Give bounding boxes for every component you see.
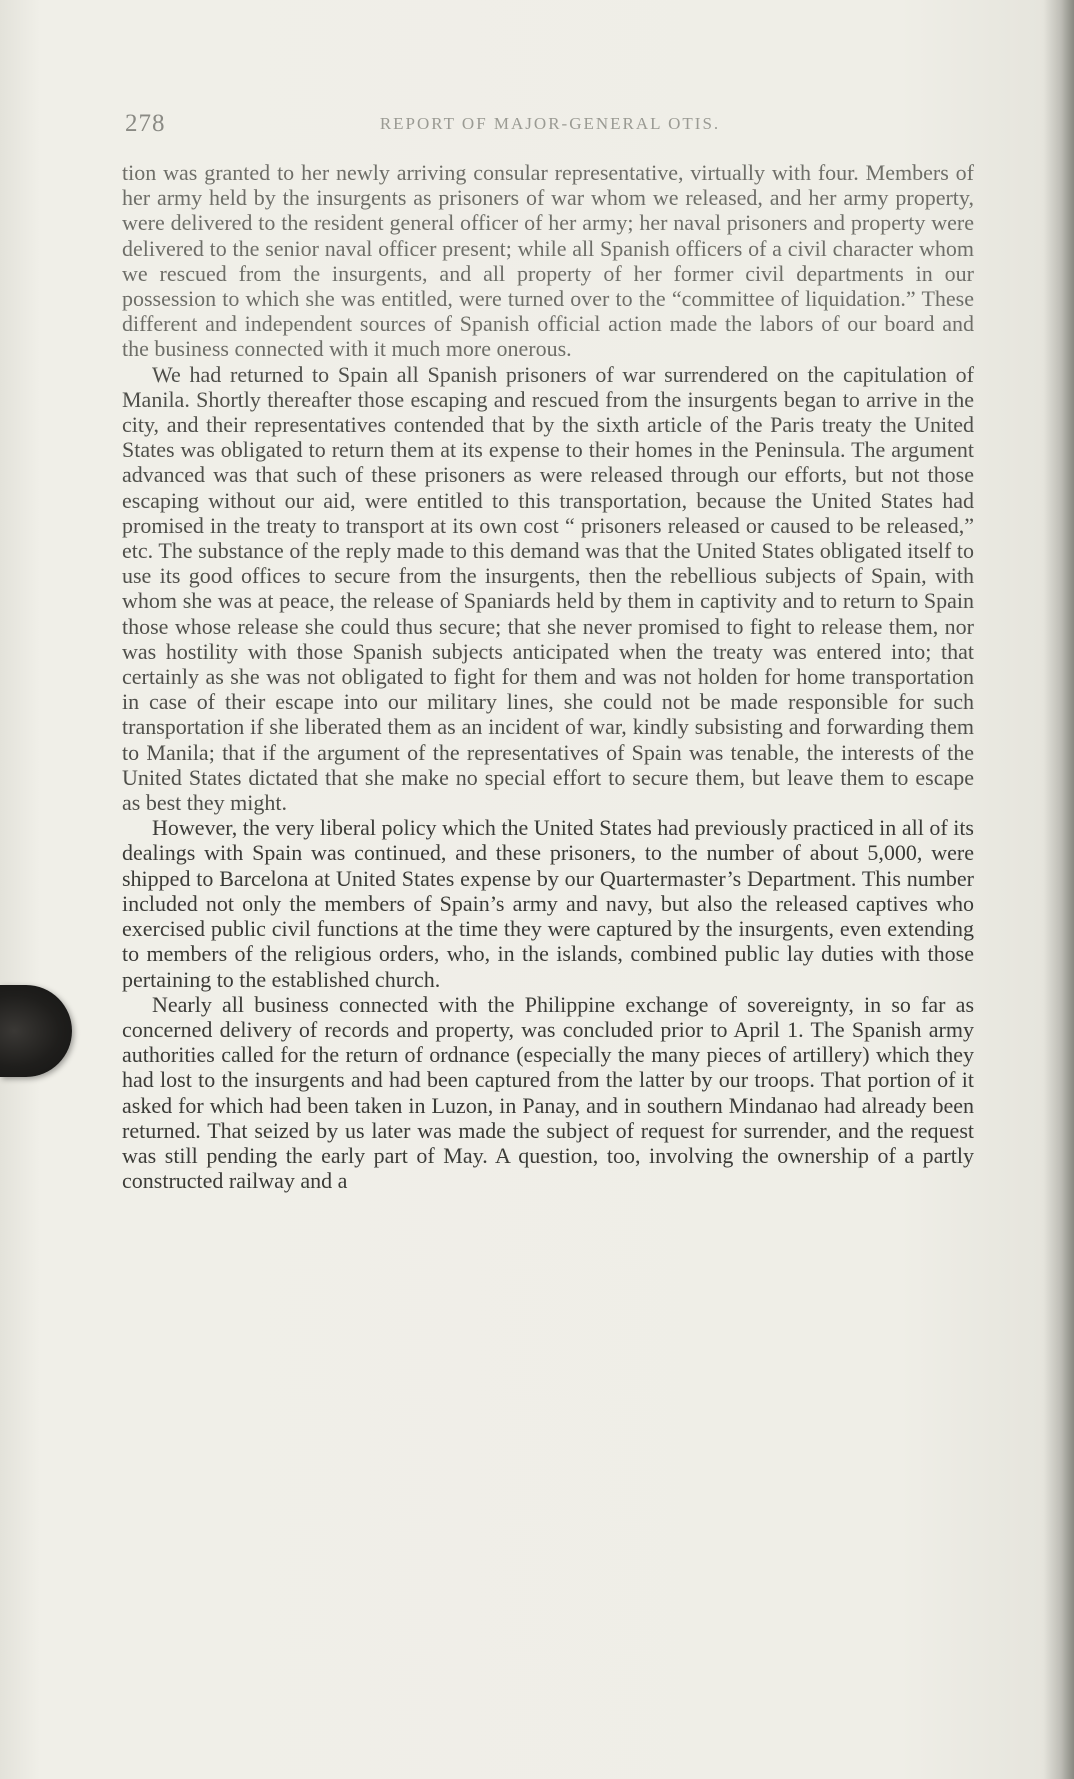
paragraph-4: Nearly all business connected with the Philippine exchange of sovereignty, in so far as concerned delivery of records and property, was concluded prior to April 1. The Spanish army authorities called for the return of ordnance (especially the many pieces of artillery) which they had lost to the insurgents and had been captured from the latter by our troops. That portion of it asked for which had been taken in Luzon, in Panay, and in southern Mindanao had already been returned. That seized by us later was made the subject of request for surrender, and the request was still pending the early part of May. A question, too, involving the ownership of a partly constructed railway and a — [122, 991, 974, 1194]
page-number: 278 — [125, 110, 166, 137]
page-header — [125, 110, 975, 140]
paragraph-2: We had returned to Spain all Spanish prisoners of war surrendered on the capitulation of Manila. Shortly thereafter those escaping and rescued from the insurgents began to arrive in the city, and their representatives contended that by the sixth article of the Paris treaty the United States was obligated to return them at its expense to their homes in the Peninsula. The argument advanced was that such of these prisoners as were released through our efforts, but not those escaping without our aid, were entitled to this transportation, because the United States had promised in the treaty to transport at its own cost “ prisoners released or caused to be released,” etc. The substance of the reply made to this demand was that the United States obligated itself to use its good offices to secure from the insurgents, then the rebellious subjects of Spain, with whom she was at peace, the release of Spaniards held by them in captivity and to return to Spain those whose release she could thus secure; that she never promised to fight to release them, nor was hostility with those Spanish subjects anticipated when the treaty was entered into; that certainly as she was not obligated to fight for them and was not holden for home transportation in case of their escape into our military lines, she could not be made responsible for such transportation if she liberated them as an incident of war, kindly subsisting and forwarding them to Manila; that if the argument of the representatives of Spain was tenable, the interests of the United States dictated that she make no special effort to secure them, but leave them to escape as best they might. — [122, 361, 974, 816]
spine-shadow — [1044, 0, 1074, 1779]
paragraph-1: tion was granted to her newly arriving consular representative, virtually with four. Members of her army held by the insurgents as prisoners of war whom we released, and her army property, were delivered to the resident general officer of her army; her naval prisoners and property were delivered to the senior naval officer present; while all Spanish officers of a civil character whom we rescued from the insurgents, and all property of her former civil departments in our possession to which she was entitled, were turned over to the “committee of liquidation.” These different and independent sources of Spanish official action made the labors of our board and the business connected with it much more onerous. — [122, 160, 974, 362]
running-head: REPORT OF MAJOR-GENERAL OTIS. — [379, 114, 721, 133]
scanner-thumb — [0, 985, 72, 1077]
body-text — [122, 160, 974, 1193]
paragraph-3: However, the very liberal policy which the United States had previously practiced in all of its dealings with Spain was continued, and these prisoners, to the number of about 5,000, were shipped to Barcelona at United States expense by our Quartermaster’s Department. This number included not only the members of Spain’s army and navy, but also the released captives who exercised public civil functions at the time they were captured by the insurgents, even extending to members of the religious orders, who, in the islands, combined public lay duties with those pertaining to the established church. — [122, 815, 974, 992]
